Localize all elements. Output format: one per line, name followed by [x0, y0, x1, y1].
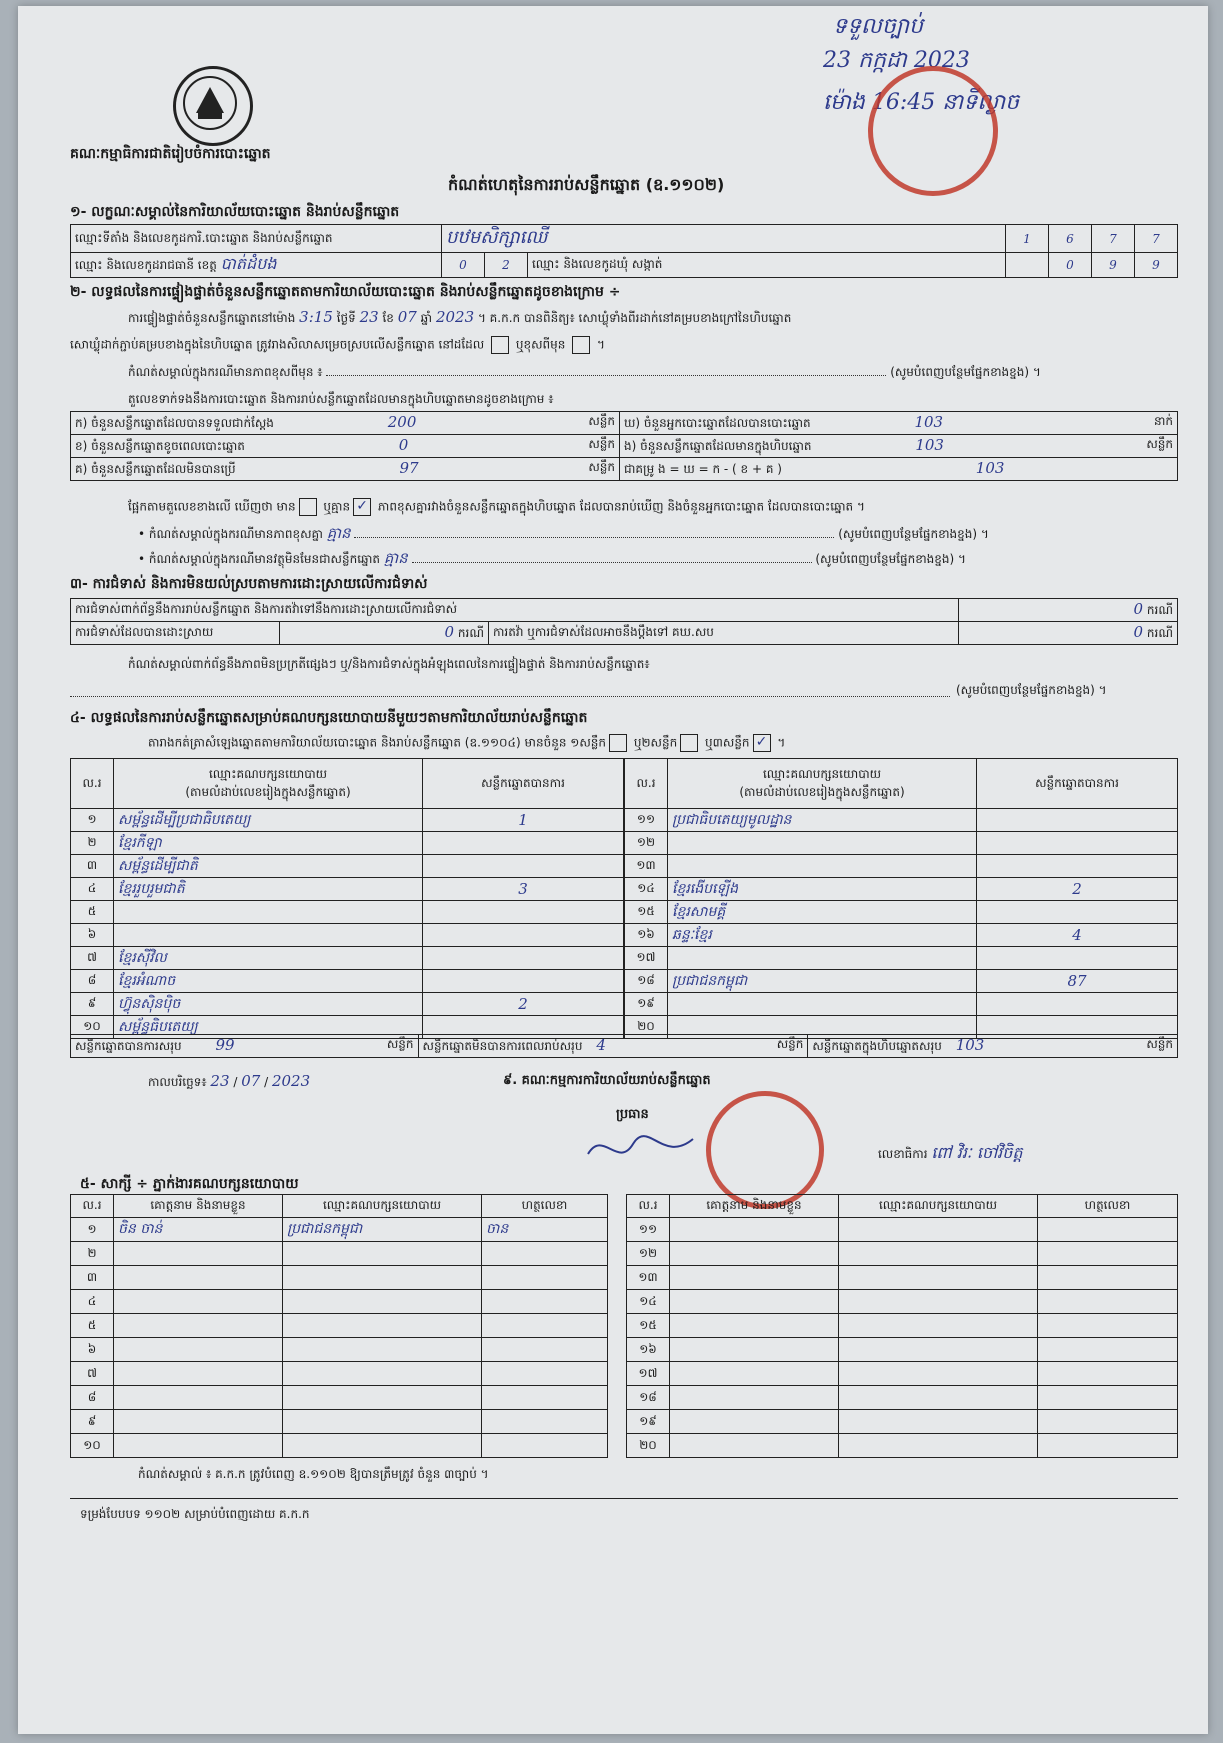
cell-sign	[1038, 1266, 1178, 1290]
results-table-right	[624, 758, 1178, 1039]
cell-name	[114, 1410, 283, 1434]
cell-party	[283, 1410, 482, 1434]
section1-heading: ១- លក្ខណៈសម្គាល់នៃការិយាល័យបោះឆ្នោត និងរាប់សន្លឹកឆ្នោត	[70, 204, 400, 220]
no-difference-checkbox[interactable]: ✓	[353, 498, 371, 516]
cell-sign	[482, 1290, 608, 1314]
cell-votes	[423, 970, 624, 993]
cell-party: ខ្មែរងើបឡើង	[668, 878, 977, 901]
figures-table	[70, 411, 1178, 481]
cell-votes: 2	[977, 878, 1178, 901]
cell-sign	[482, 1242, 608, 1266]
witness-table-left	[70, 1194, 608, 1458]
cell-party	[283, 1362, 482, 1386]
cell-sign: ចាន	[482, 1218, 608, 1242]
total-valid: សន្លឹកឆ្នោតបានការសរុប 99 សន្លឹក	[71, 1035, 419, 1058]
committee-name: គណៈកម្មាធិការជាតិរៀបចំការបោះឆ្នោត	[70, 146, 271, 162]
cell-sign	[1038, 1434, 1178, 1458]
cell-votes	[423, 924, 624, 947]
cell-votes	[423, 832, 624, 855]
cell-party: ប្រជាជនកម្ពុជា	[283, 1218, 482, 1242]
irregularity-line	[70, 696, 950, 697]
cell-no: ៦	[71, 1338, 114, 1362]
table-row	[71, 1362, 608, 1386]
one-sheet-checkbox[interactable]	[609, 734, 627, 752]
table-row	[71, 947, 624, 970]
col-party: ឈ្មោះគណបក្សនយោបាយ	[839, 1195, 1038, 1218]
verify-paragraph-2: សោឃ្លុំដាក់ភ្ជាប់គម្របខាងក្នុងនៃហិបឆ្នោត ត្រូវរាងសិលាសម្រេចស្របលើសន្លឹកឆ្នោត នៅដដែល ឬខុសពីមុន ។	[70, 336, 605, 355]
table-row	[625, 855, 1178, 878]
cell-votes	[423, 947, 624, 970]
province-code-1: 0	[442, 253, 485, 278]
cell-party	[839, 1290, 1038, 1314]
col-votes: សន្លឹកឆ្នោតបានការ	[977, 759, 1178, 809]
cell-no: ៩	[71, 1410, 114, 1434]
chair-label: ប្រធាន	[616, 1107, 649, 1122]
section1-table	[70, 224, 1178, 278]
totals-table	[70, 1034, 1178, 1058]
cell-party: ប្រជាធិបតេយ្យមូលដ្ឋាន	[668, 809, 977, 832]
col-votes: សន្លឹកឆ្នោតបានការ	[423, 759, 624, 809]
cell-party	[839, 1314, 1038, 1338]
col-no: ល.រ	[627, 1195, 670, 1218]
cell-sign	[482, 1266, 608, 1290]
cell-votes	[977, 947, 1178, 970]
cell-votes	[977, 993, 1178, 1016]
table-row	[625, 832, 1178, 855]
cell-name	[114, 1266, 283, 1290]
cell-no: ៨	[71, 1386, 114, 1410]
cell-votes: 4	[977, 924, 1178, 947]
cell-no: ១១	[625, 809, 668, 832]
cell-party	[668, 855, 977, 878]
has-difference-checkbox[interactable]	[299, 498, 317, 516]
cell-sign	[1038, 1314, 1178, 1338]
irregularity-hint: (សូមបំពេញបន្ថែមផ្នែកខាងខ្នង) ។	[956, 683, 1107, 697]
figure-a: ក) ចំនួនសន្លឹកឆ្នោតដែលបានទទួលជាក់ស្តែង 200 សន្លឹក	[71, 412, 620, 435]
table-row	[627, 1386, 1178, 1410]
bullet-foreign-object: • កំណត់សម្គាល់ក្នុងករណីមានវត្ថុមិនមែនជាសន្លឹកឆ្នោត គ្មាន (សូមបំពេញបន្ថែមផ្នែកខាងខ្នង) ។	[138, 549, 966, 567]
cell-no: ១១	[627, 1218, 670, 1242]
cell-party	[114, 901, 423, 924]
cell-name	[114, 1290, 283, 1314]
three-sheets-checkbox[interactable]: ✓	[753, 734, 771, 752]
cell-party	[668, 947, 977, 970]
cell-name	[670, 1434, 839, 1458]
cell-no: ១២	[625, 832, 668, 855]
cell-sign	[1038, 1410, 1178, 1434]
cell-votes	[977, 809, 1178, 832]
secretary-line: លេខាធិការ ពៅ វិរៈ ចៅវិចិត្ត	[878, 1143, 1023, 1162]
cell-party: សម្ព័ន្ធធិបតេយ្យ	[114, 1016, 423, 1039]
table-row	[71, 855, 624, 878]
table-row	[627, 1266, 1178, 1290]
cell-party	[283, 1386, 482, 1410]
cell-party	[839, 1410, 1038, 1434]
section4-heading: ៤- លទ្ធផលនៃការរាប់សន្លឹកឆ្នោតសម្រាប់គណបក្សនយោបាយនីមួយៗតាមការិយាល័យរាប់សន្លឹកឆ្នោត	[70, 710, 588, 726]
figure-b: ខ) ចំនួនសន្លឹកឆ្នោតខូចពេលបោះឆ្នោត 0 សន្លឹក	[71, 435, 620, 458]
col-sign: ហត្ថលេខា	[1038, 1195, 1178, 1218]
location-code-2: 6	[1049, 225, 1092, 253]
col-no: ល.រ	[625, 759, 668, 809]
table-row	[625, 924, 1178, 947]
cell-name	[670, 1338, 839, 1362]
appeal-count: 0 ករណី	[959, 622, 1178, 645]
cell-sign	[1038, 1218, 1178, 1242]
table-row	[627, 1242, 1178, 1266]
cell-party: ខ្មែរកីឡា	[114, 832, 423, 855]
table-row	[627, 1410, 1178, 1434]
cell-no: ៨	[71, 970, 114, 993]
table-row	[71, 993, 624, 1016]
cell-party	[283, 1242, 482, 1266]
compare-line: ផ្អែកតាមតួលេខខាងលើ ឃើញថា មាន ឬគ្មាន ✓ ភាពខុសគ្នារវាងចំនួនសន្លឹកឆ្នោតក្នុងហិបឆ្នោត ដែលបានរាប់ឃើញ និងចំនួនអ្នកបោះឆ្នោត ដែលបានបោះឆ្នោត ។	[128, 498, 865, 514]
cell-party	[839, 1242, 1038, 1266]
figure-formula: ជាគម្រូ ង = ឃ = ក - ( ខ + គ ) 103	[620, 458, 1178, 481]
cell-party	[283, 1314, 482, 1338]
table-row	[71, 832, 624, 855]
col-name: គោត្តនាម និងនាមខ្លួន	[114, 1195, 283, 1218]
cell-party: ខ្មែររួបរួមជាតិ	[114, 878, 423, 901]
figures-intro: តួលេខទាក់ទងនឹងការបោះឆ្នោត និងការរាប់សន្លឹកឆ្នោតដែលមានក្នុងហិបឆ្នោតមានដូចខាងក្រោម ៖	[128, 392, 554, 406]
table-row	[627, 1434, 1178, 1458]
cell-name	[114, 1338, 283, 1362]
cell-party	[283, 1434, 482, 1458]
cell-no: ១២	[627, 1242, 670, 1266]
table-row	[627, 1338, 1178, 1362]
cell-party	[668, 832, 977, 855]
table-row	[71, 809, 624, 832]
cell-no: ៥	[71, 901, 114, 924]
cell-party	[283, 1290, 482, 1314]
cell-no: ១០	[71, 1434, 114, 1458]
cell-sign	[482, 1314, 608, 1338]
cell-party	[839, 1386, 1038, 1410]
resolved-label: ការជំទាស់ដែលបានដោះស្រាយ	[71, 622, 280, 645]
cell-no: ១៩	[625, 993, 668, 1016]
table-row	[71, 1314, 608, 1338]
footer-rule	[70, 1498, 1178, 1499]
verify-paragraph: ការផ្ទៀងផ្ទាត់ចំនួនសន្លឹកឆ្នោតនៅម៉ោង 3:15 ថ្ងៃទី 23 ខែ 07 ឆ្នាំ 2023 ។ គ.ក.ក បានពិនិត្យ៖ សោឃ្លុំទាំងពីរដាក់នៅគម្របខាងក្រៅនៃហិបឆ្នោត	[128, 308, 792, 326]
received-time: ម៉ោង 16:45 នាទីល្ងាច	[823, 90, 1020, 115]
cell-no: ១៣	[627, 1266, 670, 1290]
cell-no: ១៩	[627, 1410, 670, 1434]
same-checkbox[interactable]	[491, 336, 509, 354]
cell-party: ខ្មែរអំណាច	[114, 970, 423, 993]
cell-name: ចិន ចាន់	[114, 1218, 283, 1242]
cell-party	[114, 924, 423, 947]
table-row	[627, 1362, 1178, 1386]
cell-no: ២០	[627, 1434, 670, 1458]
cell-no: ៣	[71, 1266, 114, 1290]
objection-count-label: ការជំទាស់ពាក់ព័ន្ធនឹងការរាប់សន្លឹកឆ្នោត និងការតវ៉ាទៅនឹងការដោះស្រាយលើការជំទាស់	[71, 599, 959, 622]
cell-sign	[482, 1362, 608, 1386]
objection-count: 0 ករណី	[959, 599, 1178, 622]
cell-no: ៩	[71, 993, 114, 1016]
col-party: ឈ្មោះគណបក្សនយោបាយ (តាមលំដាប់លេខរៀងក្នុងសន្លឹកឆ្នោត)	[114, 759, 423, 809]
cell-name	[670, 1362, 839, 1386]
cell-no: ១៤	[625, 878, 668, 901]
results-table-left	[70, 758, 624, 1039]
cell-sign	[1038, 1362, 1178, 1386]
col-party: ឈ្មោះគណបក្សនយោបាយ	[283, 1195, 482, 1218]
objections-table	[70, 598, 1178, 645]
table-row	[71, 970, 624, 993]
cell-party	[839, 1218, 1038, 1242]
difference-note: កំណត់សម្គាល់ក្នុងករណីមានភាពខុសពីមុន ៖ (សូមបំពេញបន្ថែមផ្នែកខាងខ្នង) ។	[128, 365, 1041, 379]
table-row	[625, 970, 1178, 993]
cell-no: ១៦	[625, 924, 668, 947]
cell-party	[283, 1338, 482, 1362]
tally-sheet-line: តារាងកត់ត្រាសំឡេងឆ្នោតតាមការិយាល័យបោះឆ្នោត និងរាប់សន្លឹកឆ្នោត (ឧ.១១០៤) មានចំនួន ១សន្លឹក ឬ២សន្លឹក ឬ៣សន្លឹក ✓ ។	[148, 734, 786, 750]
cell-party	[839, 1266, 1038, 1290]
table-row	[627, 1218, 1178, 1242]
cell-party: ខ្មែរសាមគ្គី	[668, 901, 977, 924]
cell-no: ១៣	[625, 855, 668, 878]
different-checkbox[interactable]	[572, 336, 590, 354]
cell-party	[839, 1338, 1038, 1362]
cell-no: ៦	[71, 924, 114, 947]
table-row	[71, 1218, 608, 1242]
cell-party	[283, 1266, 482, 1290]
section2-heading: ២- លទ្ធផលនៃការផ្ទៀងផ្ទាត់ចំនួនសន្លឹកឆ្នោតតាមការិយាល័យបោះឆ្នោត និងរាប់សន្លឹកឆ្នោតដូចខាងក្រោម ÷	[70, 284, 621, 300]
cell-sign	[482, 1434, 608, 1458]
table-row	[71, 1290, 608, 1314]
cell-name	[670, 1266, 839, 1290]
col-party: ឈ្មោះគណបក្សនយោបាយ (តាមលំដាប់លេខរៀងក្នុងសន្លឹកឆ្នោត)	[668, 759, 977, 809]
two-sheets-checkbox[interactable]	[680, 734, 698, 752]
table-row	[71, 1434, 608, 1458]
cell-no: ១៨	[625, 970, 668, 993]
commune-code-1: 0	[1049, 253, 1092, 278]
cell-sign	[1038, 1386, 1178, 1410]
cell-no: ២	[71, 832, 114, 855]
cell-party: ខ្មែរស៊ីវិល	[114, 947, 423, 970]
table-row	[71, 1386, 608, 1410]
irregularity-note: កំណត់សម្គាល់ពាក់ព័ន្ធនឹងភាពមិនប្រក្រតីផ្សេងៗ ឬ/និងការជំទាស់ក្នុងអំឡុងពេលនៃការផ្ទៀងផ្ទាត់ និងការរាប់សន្លឹកឆ្នោត៖	[128, 657, 650, 671]
table-row	[627, 1314, 1178, 1338]
table-row	[71, 1338, 608, 1362]
cell-sign	[1038, 1242, 1178, 1266]
table-row	[625, 947, 1178, 970]
location-code-1: 1	[1006, 225, 1049, 253]
cell-name	[114, 1314, 283, 1338]
commune-code-2: 9	[1092, 253, 1135, 278]
cell-sign	[1038, 1338, 1178, 1362]
cell-votes	[977, 901, 1178, 924]
location-value: បឋមសិក្សាឈើ	[442, 225, 1006, 253]
cell-no: ៥	[71, 1314, 114, 1338]
cell-party: ហ៊្វុនស៊ិនប៉ិច	[114, 993, 423, 1016]
received-stamp	[868, 66, 998, 196]
witness-table-right	[626, 1194, 1178, 1458]
table-row	[71, 901, 624, 924]
cell-votes: 87	[977, 970, 1178, 993]
cell-no: ១៤	[627, 1290, 670, 1314]
appeal-label: ការតវ៉ា ឬការជំទាស់ដែលអាចនឹងប្តឹងទៅ គឃ.សប	[489, 622, 959, 645]
cell-no: ៧	[71, 1362, 114, 1386]
signature-heading: ៩. គណៈកម្មការការិយាល័យរាប់សន្លឹកឆ្នោត	[503, 1073, 711, 1088]
table-row	[71, 1266, 608, 1290]
nec-logo	[173, 66, 253, 146]
cell-votes	[977, 832, 1178, 855]
cell-party	[839, 1434, 1038, 1458]
col-sign: ហត្ថលេខា	[482, 1195, 608, 1218]
col-no: ល.រ	[71, 1195, 114, 1218]
cell-votes	[423, 855, 624, 878]
col-name: គោត្តនាម និងនាមខ្លួន	[670, 1195, 839, 1218]
table-row	[625, 901, 1178, 924]
cell-votes: 3	[423, 878, 624, 901]
cell-no: ១០	[71, 1016, 114, 1039]
form-note: ទម្រង់បែបបទ ១១០២ សម្រាប់បំពេញដោយ គ.ក.ក	[80, 1507, 310, 1521]
cell-votes: 2	[423, 993, 624, 1016]
cell-no: ៧	[71, 947, 114, 970]
cell-no: ១	[71, 1218, 114, 1242]
nec-emblem-icon	[176, 69, 250, 143]
table-row	[625, 809, 1178, 832]
cell-party: ប្រជាជនកម្ពុជា	[668, 970, 977, 993]
bullet-difference: • កំណត់សម្គាល់ក្នុងករណីមានភាពខុសគ្នា គ្មាន (សូមបំពេញបន្ថែមផ្នែកខាងខ្នង) ។	[138, 524, 989, 542]
cell-votes: 1	[423, 809, 624, 832]
section3-heading: ៣- ការជំទាស់ និងការមិនយល់ស្របតាមការដោះស្រាយលើការជំទាស់	[70, 576, 428, 592]
official-stamp	[706, 1091, 824, 1209]
commune-code-3: 9	[1135, 253, 1178, 278]
cell-name	[670, 1218, 839, 1242]
cell-no: ១៥	[625, 901, 668, 924]
figure-e: ង) ចំនួនសន្លឹកឆ្នោតដែលមានក្នុងហិបឆ្នោត 103 សន្លឹក	[620, 435, 1178, 458]
cell-no: ១៥	[627, 1314, 670, 1338]
footnote: កំណត់សម្គាល់ ៖ គ.ក.ក ត្រូវបំពេញ ឧ.១១០២ ឱ្យបានត្រឹមត្រូវ ចំនួន ៣ច្បាប់ ។	[138, 1467, 489, 1481]
total-in-box: សន្លឹកឆ្នោតក្នុងហិបឆ្នោតសរុប 103 សន្លឹក	[808, 1035, 1178, 1058]
cell-votes	[977, 855, 1178, 878]
cell-no: ១	[71, 809, 114, 832]
received-note: ទទួលច្បាប់	[833, 14, 924, 39]
form-title: កំណត់ហេតុនៃការរាប់សន្លឹកឆ្នោត (ឧ.១១០២)	[448, 175, 725, 194]
cell-name	[670, 1242, 839, 1266]
commune-label: ឈ្មោះ និងលេខកូដឃុំ សង្កាត់	[528, 253, 1006, 278]
cell-no: ១៨	[627, 1386, 670, 1410]
cell-name	[670, 1386, 839, 1410]
cell-no: ២	[71, 1242, 114, 1266]
cell-sign	[482, 1338, 608, 1362]
table-row	[625, 993, 1178, 1016]
cell-sign	[482, 1410, 608, 1434]
total-invalid: សន្លឹកឆ្នោតមិនបានការពេលរាប់សរុប 4 សន្លឹក	[418, 1035, 808, 1058]
location-code-4: 7	[1135, 225, 1178, 253]
cell-name	[114, 1386, 283, 1410]
cell-name	[114, 1242, 283, 1266]
col-no: ល.រ	[71, 759, 114, 809]
cell-name	[114, 1362, 283, 1386]
cell-name	[114, 1434, 283, 1458]
cell-party	[668, 993, 977, 1016]
cell-no: ៣	[71, 855, 114, 878]
location-code-3: 7	[1092, 225, 1135, 253]
cell-name	[670, 1314, 839, 1338]
cell-name	[670, 1290, 839, 1314]
cell-party: ឆន្ទៈខ្មែរ	[668, 924, 977, 947]
table-row	[71, 924, 624, 947]
table-row	[625, 878, 1178, 901]
cell-no: ៤	[71, 1290, 114, 1314]
table-row	[627, 1290, 1178, 1314]
cell-sign	[482, 1386, 608, 1410]
province-code-2: 2	[485, 253, 528, 278]
figure-d: ឃ) ចំនួនអ្នកបោះឆ្នោតដែលបានបោះឆ្នោត 103 នាក់	[620, 412, 1178, 435]
cell-no: ១៧	[625, 947, 668, 970]
cell-no: ៤	[71, 878, 114, 901]
cell-party: សម្ព័ន្ធដើម្បីជាតិ	[114, 855, 423, 878]
cell-votes	[423, 901, 624, 924]
cell-party	[839, 1362, 1038, 1386]
province-label: ឈ្មោះ និងលេខកូដរាជធានី ខេត្ត បាត់ដំបង	[71, 253, 442, 278]
cell-name	[670, 1410, 839, 1434]
date-line: កាលបរិច្ឆេទ៖ 23 / 07 / 2023	[148, 1072, 311, 1090]
table-row	[71, 878, 624, 901]
received-date: 23 កក្កដា 2023	[823, 48, 970, 73]
cell-no: ២០	[625, 1016, 668, 1039]
table-row	[71, 1242, 608, 1266]
figure-c: គ) ចំនួនសន្លឹកឆ្នោតដែលមិនបានប្រើ 97 សន្លឹក	[71, 458, 620, 481]
location-label: ឈ្មោះទីតាំង និងលេខកូដការិ.បោះឆ្នោត និងរាប់សន្លឹកឆ្នោត	[71, 225, 442, 253]
cell-party: សម្ព័ន្ធដើម្បីប្រជាធិបតេយ្យ	[114, 809, 423, 832]
chair-signature	[583, 1124, 703, 1174]
section5-heading: ៥- សាក្សី ÷ ភ្នាក់ងារគណបក្សនយោបាយ	[80, 1176, 299, 1192]
cell-no: ១៦	[627, 1338, 670, 1362]
resolved-count: 0 ករណី	[280, 622, 489, 645]
cell-sign	[1038, 1290, 1178, 1314]
cell-no: ១៧	[627, 1362, 670, 1386]
form-page	[18, 6, 1208, 1734]
table-row	[71, 1410, 608, 1434]
